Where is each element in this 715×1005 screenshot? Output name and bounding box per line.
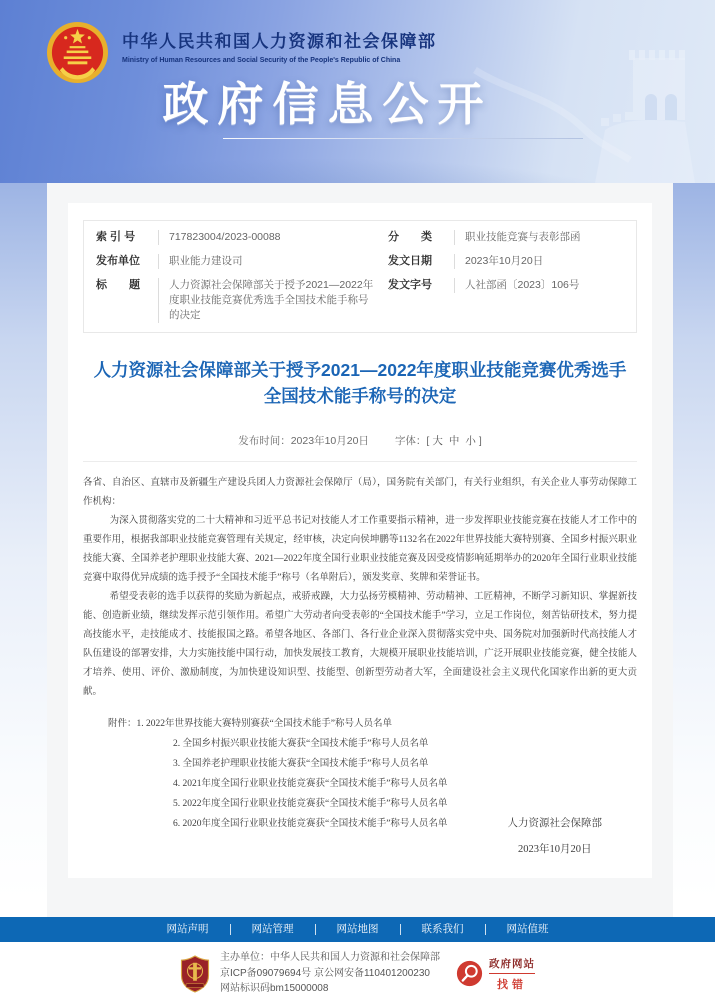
signature-block xyxy=(508,811,603,863)
meta-unit-label: 发布单位 xyxy=(96,255,140,267)
footer-site-info xyxy=(220,950,440,997)
meta-docno-label: 发文字号 xyxy=(388,279,432,291)
meta-category-value: 职业技能竞赛与表彰部函 xyxy=(454,230,612,245)
ministry-name-cn: 中华人民共和国人力资源和社会保障部 xyxy=(122,32,437,51)
signer-name: 人力资源社会保障部 xyxy=(507,818,602,829)
site-code-line: 网站标识码bm15000008 xyxy=(220,983,329,995)
attachment-link-4[interactable]: 4. 2021年度全国行业职业技能竞赛获“全国技术能手”称号人员名单 xyxy=(173,779,448,789)
footer-link-management[interactable]: 网站管理 xyxy=(231,924,316,935)
footer-link-sitemap[interactable]: 网站地图 xyxy=(316,924,401,935)
font-size-large-button[interactable]: 大 xyxy=(432,435,443,447)
footer-info-bar xyxy=(0,942,715,1005)
error-badge-text xyxy=(489,956,535,992)
meta-title-value: 人力资源社会保障部关于授予2021—2022年度职业技能竞赛优秀选手全国技术能手称号的决定 xyxy=(158,278,376,323)
host-unit-line: 主办单位：中华人民共和国人力资源和社会保障部 xyxy=(220,952,440,964)
salutation-paragraph: 各省、自治区、直辖市及新疆生产建设兵团人力资源社会保障厅（局），国务院有关部门，有关行业组织，有关企业人事劳动保障工作机构： xyxy=(83,478,637,507)
attachment-link-3[interactable]: 3. 全国养老护理职业技能大赛获“全国技术能手”称号人员名单 xyxy=(173,759,429,769)
body-paragraph: 希望受表彰的选手以获得的奖励为新起点，戒骄戒躁，大力弘扬劳模精神、劳动精神、工匠精神，不断学习新知识、掌握新技能、创造新业绩，继续发挥示范引领作用。希望广大劳动者向受表彰的“全国技术能手”学习，立足工作岗位，刻苦钻研技术，努力提高技能水平，走技能成才、技能报国之路。希望各地区、各部门、各行业企业深入贯彻落实党中央、国务院对加强新时代高技能人才队伍建设的部署安排，大力实施技能中国行动，加快发展技工教育，大规模开展职业技能培训，广泛开展职业技能竞赛，健全技能人才培养、使用、评价、激励制度，为加快建设知识型、技能型、创新型劳动者大军，全面建设社会主义现代化国家作出新的更大贡献。 xyxy=(83,592,637,697)
document-meta-table xyxy=(83,220,637,333)
body-paragraph: 为深入贯彻落实党的二十大精神和习近平总书记对技能人才工作重要指示精神，进一步发挥职业技能竞赛在技能人才工作中的重要作用，根据我部职业技能竞赛管理有关规定，经审核，决定向侯坤鹏等1132名在2022年世界技能大赛特别赛、全国乡村振兴职业技能大赛、全国养老护理职业技能大赛、2021—2022年度全国行业职业技能竞赛及因受疫情影响延期举办的2020年全国行业职业技能竞赛中取得优异成绩的选手授予“全国技术能手”称号（名单附后），颁发奖章、奖牌和荣誉证书。 xyxy=(83,516,637,583)
page-title: 政府信息公开 xyxy=(162,78,493,130)
ministry-header xyxy=(122,27,437,64)
content-divider xyxy=(83,461,637,462)
error-badge-title: 政府网站 xyxy=(489,957,535,970)
meta-unit-value: 职业能力建设司 xyxy=(158,254,376,269)
attachment-link-6[interactable]: 6. 2020年度全国行业职业技能竞赛获“全国技术能手”称号人员名单 xyxy=(173,819,448,829)
error-badge-action: 找错 xyxy=(497,978,527,991)
content-container xyxy=(47,183,673,917)
footer-nav-bar xyxy=(0,917,715,942)
meta-date-label: 发文日期 xyxy=(388,255,432,267)
font-size-small-button[interactable]: 小 xyxy=(465,435,476,447)
magnifier-icon xyxy=(456,960,483,987)
article-body xyxy=(83,474,637,702)
attachment-link-5[interactable]: 5. 2022年度全国行业职业技能竞赛获“全国技术能手”称号人员名单 xyxy=(173,799,448,809)
meta-docno-value: 人社部函〔2023〕106号 xyxy=(454,278,612,293)
ministry-name-en: Ministry of Human Resources and Social Security of the People's Republic of China xyxy=(122,57,401,64)
header-banner xyxy=(0,0,715,183)
meta-title-label: 标 题 xyxy=(96,279,140,291)
attachment-link-1[interactable]: 1. 2022年世界技能大赛特别赛获“全国技术能手”称号人员名单 xyxy=(136,719,392,729)
footer-link-statement[interactable]: 网站声明 xyxy=(146,924,231,935)
gov-site-error-report-badge[interactable] xyxy=(456,956,535,992)
article-card xyxy=(68,203,652,878)
title-underline xyxy=(223,138,583,139)
font-size-bracket: ] xyxy=(478,435,482,447)
meta-category-label: 分 类 xyxy=(388,231,432,243)
attachments-label: 附件： xyxy=(108,719,137,729)
font-size-medium-button[interactable]: 中 xyxy=(448,435,460,447)
sign-date: 2023年10月20日 xyxy=(518,844,592,855)
icp-line: 京ICP备09079694号 京公网安备110401200230 xyxy=(220,967,430,979)
attachment-link-2[interactable]: 2. 全国乡村振兴职业技能大赛获“全国技术能手”称号人员名单 xyxy=(173,739,429,749)
meta-index-label: 索 引 号 xyxy=(96,231,136,243)
article-title: 人力资源社会保障部关于授予2021—2022年度职业技能竞赛优秀选手全国技术能手称号的决定 xyxy=(93,360,627,406)
footer-link-duty[interactable]: 网站值班 xyxy=(506,923,549,936)
footer-link-contact[interactable]: 联系我们 xyxy=(401,924,486,935)
meta-date-value: 2023年10月20日 xyxy=(454,254,612,269)
gov-agency-shield-icon[interactable] xyxy=(180,955,210,993)
font-size-label: 字体：[ xyxy=(394,435,430,447)
publish-info-line xyxy=(83,433,637,448)
error-badge-divider xyxy=(489,973,535,974)
publish-time: 发布时间：2023年10月20日 xyxy=(238,435,369,447)
meta-index-value: 717823004/2023-00088 xyxy=(158,230,376,245)
